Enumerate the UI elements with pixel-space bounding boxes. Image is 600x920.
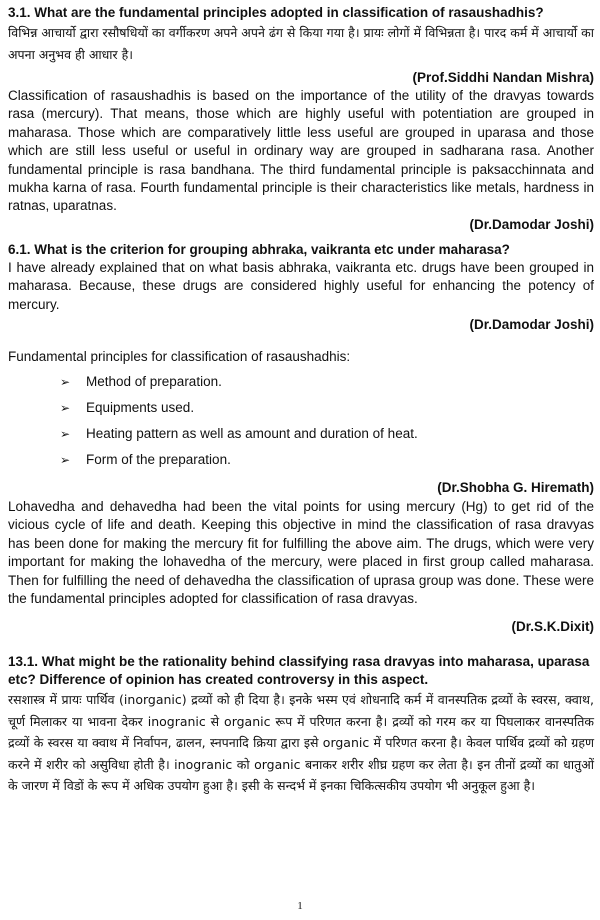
attribution-joshi-2: (Dr.Damodar Joshi)	[469, 317, 594, 333]
arrow-bullet-icon: ➢	[60, 427, 71, 442]
arrow-bullet-icon: ➢	[60, 453, 71, 468]
question-6-1: 6.1. What is the criterion for grouping abhraka, vaikranta etc under maharasa?	[8, 242, 510, 257]
lohavedha-section	[8, 498, 594, 636]
list-item: ➢ Method of preparation.	[60, 369, 594, 395]
lohavedha-paragraph: Lohavedha and dehavedha had been the vital points for using mercury (Hg) to get rid of the vicious cycle of life and death. Keeping this objective in mind the classification of rasa dravyas has been done for making the mercury fit for fulfilling the above aim. The drugs, which were very important for making the lohavedha of the mercury, were placed in first group called maharasa. Then for fulfilling the need of dehavedha the classification of uprasa group was done. These were the fundamental principles adopted for classification of rasa dravyas.	[8, 499, 594, 607]
attribution-hiremath: (Dr.Shobha G. Hiremath)	[437, 480, 594, 496]
attribution-joshi-1: (Dr.Damodar Joshi)	[469, 216, 594, 232]
arrow-bullet-icon: ➢	[60, 375, 71, 390]
arrow-bullet-icon: ➢	[60, 401, 71, 416]
section-6-1	[8, 241, 594, 334]
question-3-1: 3.1. What are the fundamental principles adopted in classification of rasaushadhis?	[8, 5, 544, 20]
principles-list	[8, 369, 594, 473]
question-13-1: 13.1. What might be the rationality behind classifying rasa dravyas into maharasa, uparasa etc? Difference of opinion has created controversy in this aspect.	[8, 654, 590, 687]
list-item: ➢ Form of the preparation.	[60, 447, 594, 473]
hindi-answer-13-1: रसशास्त्र में प्रायः पार्थिव (inorganic) द्रव्यों को ही दिया है। इनके भस्म एवं शोधनादि कर्म में वानस्पतिक द्रव्यों के स्वरस, क्वाथ, चूर्ण मिलाकर या भावना देकर inogranic से organic रूप में परिणत करना है। द्रव्यों को गरम कर या पिघलाकर वानस्पतिक द्रव्यों के स्वरस या क्वाथ में निर्वापन, ढालन, स्नपनादि क्रिया द्वारा इसे organic में परिणत करना है। केवल पार्थिव द्रव्यों को ग्रहण करने में शरीर को असुविधा होती है। inogranic को organic बनाकर शरीर शीघ्र ग्रहण कर लेता है। इन तीनों द्रव्यों का धातुओं के जारण में विडों के रूप में अधिक उपयोग हुआ है। इसी के सन्दर्भ में इनका चिकित्सकीय उपयोग भी अनुकूल हुआ है।	[8, 692, 594, 793]
list-item: ➢ Equipments used.	[60, 395, 594, 421]
principles-section	[8, 348, 594, 497]
attribution-mishra: (Prof.Siddhi Nandan Mishra)	[412, 70, 594, 85]
list-item: ➢ Heating pattern as well as amount and duration of heat.	[60, 421, 594, 447]
section-13-1	[8, 653, 594, 797]
page-number: 1	[297, 900, 303, 912]
answer-3-1-joshi: Classification of rasaushadhis is based on the importance of the utility of the dravyas towards rasa (mercury). That means, those which are highly useful with potentiation are grouped in maharasa. Those which are comparatively little less useful are grouped in uparasa and those which are still less useful or useful in ordinary way are grouped in sadharana rasa. Another fundamental principle is rasa bandhana. The third fundamental principle is paksacchinnata and mukha karna of rasa. Fourth fundamental principle is their characteristics like metals, hardness in ratnas, uparatnas.	[8, 88, 594, 214]
section-3-1	[8, 4, 594, 234]
answer-6-1: I have already explained that on what basis abhraka, vaikranta etc. drugs have been grouped in maharasa. Because, these drugs are considered highly useful for enhancing the potency of mercury.	[8, 260, 594, 312]
principles-heading: Fundamental principles for classification of rasaushadhis:	[8, 349, 351, 364]
attribution-dixit: (Dr.S.K.Dixit)	[511, 619, 594, 635]
hindi-answer-3-1: विभिन्न आचार्यो द्वारा रसौषधियों का वर्गीकरण अपने अपने ढंग से किया गया है। प्रायः लोगों में विभिन्नता है। पारद कर्म में आचार्यो का अपना अनुभव ही आधार है।	[8, 25, 594, 62]
